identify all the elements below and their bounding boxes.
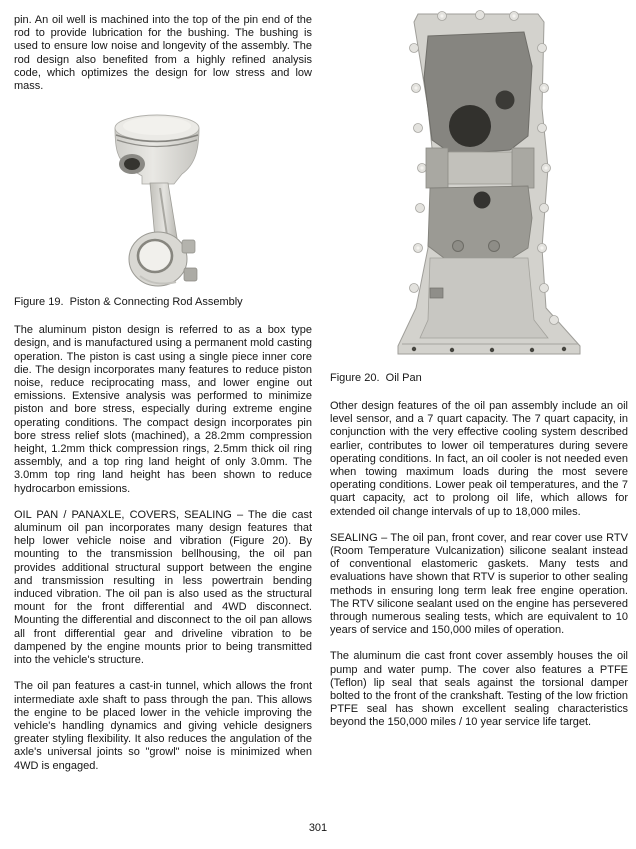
page-number: 301 xyxy=(308,822,328,834)
paragraph-piston-design: The aluminum piston design is referred to as a box type design, and is manufactured using a permanent mold casting operation. The piston is cast using a single piece inner core die. The design incorporates many features to reduce piston noise, reduce reciprocating mass, and lower engine out emissions. Extensive analysis was performed to minimize piston and bore stress, especially during extreme engine operating conditions. The compact design incorporates pin bore stress relief slots (machined), a 28.2mm compression height, 1.2mm thick compression rings, 2.5mm thick oil ring assembly, and a top ring land height of only 3.0mm. The 3.0mm top ring land height has been shown to reduce hydrocarbon emissions. xyxy=(14,324,312,495)
right-column xyxy=(330,0,628,743)
paragraph-front-cover: The aluminum die cast front cover assembly houses the oil pump and water pump. The cover also features a PTFE (Teflon) lip seal that seals against the torsional damper bolted to the front of the crankshaft. Testing of the low friction PTFE seal has shown excellent sealing characteristics beyond the 150,000 miles / 10 year service life target. xyxy=(330,650,628,729)
paragraph-rod-design: pin. An oil well is machined into the top of the pin end of the rod to provide lubrication for the bushing. The bushing is used to ensure low noise and longevity of the assembly. The rod design also benefited from a highly refined analysis code, which optimizes the design for low stress and low mass. xyxy=(14,14,312,93)
figure-20-caption: Figure 20. Oil Pan xyxy=(330,372,422,384)
paragraph-sealing: SEALING – The oil pan, front cover, and rear cover use RTV (Room Temperature Vulcanization) silicone sealant instead of conventional elastomeric gaskets. Many tests and evaluations have shown that RTV is superior to other sealing methods in ensuring long term leak free engine operation. The RTV silicone sealant used on the engine has persevered through numerous sealing tests, which are equivalent to 10 years of service and 150,000 miles of operation. xyxy=(330,531,628,637)
figure-19 xyxy=(14,106,312,288)
figure-20 xyxy=(330,8,628,364)
oil-pan-photo xyxy=(392,8,592,360)
paragraph-oil-pan-heading: OIL PAN / PANAXLE, COVERS, SEALING – The die cast aluminum oil pan incorporates many design features that help lower vehicle noise and vibration (Figure 20). By mounting to the transmission bellhousing, the oil pan provides additional structural support between the engine and transmission resulting in less powertrain bending induced vibration. The oil pan is also used as the structural mount for the front differential and 4WD disconnect. Mounting the differential and disconnect to the oil pan allows all front differential gear and driveline vibration to be dampened by the engine mounts prior to being transmitted into the vehicle's structure. xyxy=(14,508,312,667)
figure-19-caption: Figure 19. Piston & Connecting Rod Assembly xyxy=(14,296,243,309)
paragraph-oil-pan-features: Other design features of the oil pan assembly include an oil level sensor, and a 7 quart capacity. The 7 quart capacity, in conjunction with the very effective cooling system described earlier, contributes to lower oil temperatures during severe operating conditions. In fact, an oil cooler is not needed even when towing maximum loads during the most severe operating conditions. Lower peak oil temperatures, and the 7 quart capacity, act to prolong oil life, which allows for extended oil change intervals of up to 18,000 miles. xyxy=(330,400,628,518)
left-column xyxy=(14,0,312,786)
piston-connecting-rod-photo xyxy=(84,106,244,288)
paragraph-cast-in-tunnel: The oil pan features a cast-in tunnel, which allows the front intermediate axle shaft to pass through the pan. This allows the engine to be placed lower in the vehicle improving the vehicle's handling dynamics and giving vehicle designers greater styling flexibility. It also reduces the angulation of the axle's universal joints so "growl" noise is minimized when 4WD is engaged. xyxy=(14,680,312,772)
